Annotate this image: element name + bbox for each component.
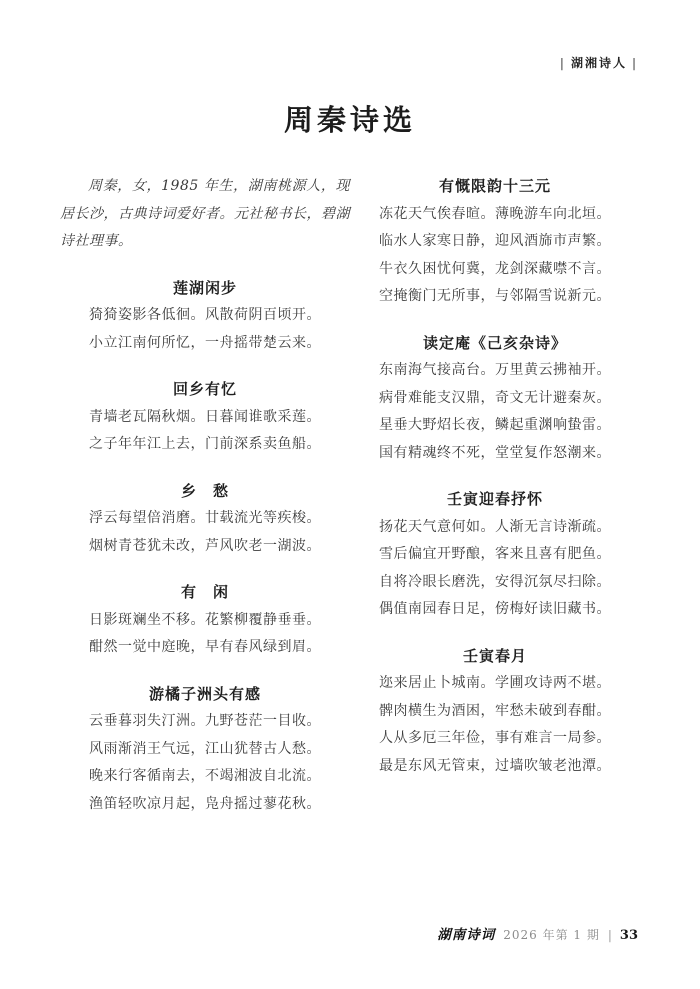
section-label: 湖湘诗人 [570, 56, 627, 70]
section-header [560, 54, 638, 71]
poem-line: 偶值南园春日足，傍梅好读旧藏书。 [379, 601, 611, 617]
poem-line: 小立江南何所忆，一舟摇带楚云来。 [89, 334, 321, 351]
poem-title: 乡 愁 [180, 481, 229, 500]
poem-huixiang-youyi [60, 376, 350, 459]
poem-line: 风雨渐消王气远，江山犹替古人愁。 [89, 740, 321, 757]
page-footer [437, 923, 638, 943]
poem-line: 渔笛轻吹凉月起，凫舟摇过蓼花秋。 [89, 795, 321, 812]
poem-line: 青墙老瓦隔秋烟。日暮闻谁歌采莲。 [89, 408, 321, 425]
poem-line: 酣然一觉中庭晚，早有春风绿到眉。 [89, 639, 321, 655]
poem-line: 烟树青苍犹未改，芦风吹老一湖波。 [89, 537, 321, 554]
poem-youxian [60, 579, 350, 662]
poem-yougai-xianyun [350, 173, 640, 311]
poem-line: 冻花天气俟春暄。薄晚游车向北垣。 [379, 205, 611, 222]
poem-title: 有慨限韵十三元 [438, 177, 551, 195]
page-title: 周秦诗选 [283, 103, 416, 137]
poem-line: 星垂大野炤长夜，鳞起重渊响蛰雷。 [379, 417, 611, 433]
poem-line: 浮云每望倍消磨。廿载流光等疾梭。 [89, 510, 321, 526]
issue-label: 2026 年第 1 期 [503, 928, 600, 942]
poem-title: 莲湖闲步 [172, 278, 237, 297]
poem-line: 雪后偏宜开野酿，客来且喜有肥鱼。 [379, 546, 611, 562]
poem-line: 病骨难能支汉鼎，奇文无计避秦灰。 [379, 389, 611, 406]
poem-juzizhou [60, 681, 350, 819]
poem-line: 国有精魂终不死，堂堂复作怒潮来。 [379, 444, 611, 461]
poem-lianhu-xianbu [60, 275, 350, 358]
journal-name: 湖南诗词 [437, 927, 496, 943]
poem-line: 扬花天气意何如。人渐无言诗渐疏。 [379, 518, 611, 535]
poem-line: 之子年年江上去，门前深系卖鱼船。 [89, 436, 321, 452]
poem-renyin-chunyue [350, 643, 640, 781]
poem-title: 壬寅春月 [462, 646, 527, 665]
footer-divider: | [607, 928, 612, 942]
poem-line: 晚来行客循南去，不竭湘波自北流。 [89, 768, 321, 784]
poem-du-dingan [350, 330, 640, 468]
poem-line: 云垂暮羽失汀洲。九野苍茫一目收。 [89, 713, 321, 729]
poem-line: 自将冷眼长磨洗，安得沉氛尽扫除。 [379, 573, 611, 590]
poem-title: 游橘子洲头有感 [148, 684, 261, 703]
poem-line: 人从多厄三年俭，事有难言一局参。 [379, 730, 611, 746]
right-column [350, 173, 640, 818]
author-bio: 周秦，女，1985 年生，湖南桃源人，现居长沙，古典诗词爱好者。元社秘书长，碧湖诗社理事。 [60, 178, 350, 249]
header-left-bar: | [559, 55, 566, 70]
poem-line: 日影斑斓坐不移。花繁柳覆静垂垂。 [89, 611, 321, 628]
poem-line: 猗猗姿影各低徊。风散荷阴百顷开。 [89, 307, 321, 323]
poem-title: 读定庵《己亥杂诗》 [422, 333, 567, 352]
poem-line: 临水人家寒日静，迎风酒旆市声繁。 [379, 233, 611, 249]
left-column [60, 173, 350, 818]
two-column-body [60, 173, 640, 818]
poem-title: 回乡有忆 [172, 380, 237, 398]
poem-xiangchou [60, 478, 350, 561]
page-number: 33 [619, 928, 638, 943]
poem-line: 最是东风无管束，过墙吹皱老池潭。 [379, 757, 611, 774]
poem-title: 有 闲 [180, 583, 229, 601]
header-right-bar: | [631, 55, 638, 70]
poem-line: 牛衣久困忧何冀，龙剑深藏噤不言。 [379, 260, 611, 277]
poem-line: 髀肉横生为酒困，牢愁未破到春酣。 [379, 702, 611, 719]
poem-renyin-yingchun [350, 486, 640, 624]
poem-title: 壬寅迎春抒怀 [446, 490, 543, 508]
poem-line: 迩来居止卜城南。学圃攻诗两不堪。 [379, 675, 611, 691]
poem-line: 东南海气接高台。万里黄云拂袖开。 [379, 362, 611, 378]
poem-line: 空掩衡门无所事，与邻隔雪说新元。 [379, 288, 611, 304]
